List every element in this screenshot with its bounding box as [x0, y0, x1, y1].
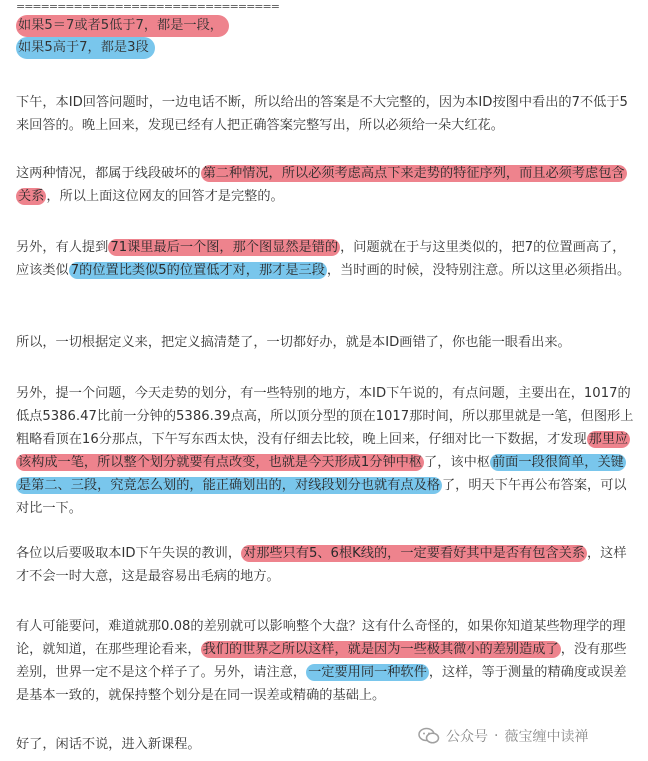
p5-text-c: 了，明天下午再公布答案，可以对比一下。: [16, 478, 627, 516]
p3-text-c: ，当时画的时候，没特别注意。所以这里必须指出。: [326, 263, 631, 278]
p3-text-b: ，问题就在于与这里类似的，把7的位置画高了，应该类似: [16, 240, 626, 278]
p3-red-highlight: 71课里最后一个图，那个图显然是错的: [110, 240, 339, 255]
p5-text-b: 了，该中枢: [424, 455, 490, 470]
separator-line: ================================: [16, 0, 279, 13]
p5-blue-highlight: 前面一段很简单，关键是第二、三段，究竟怎么划的，能正确划出的，对线段划分也就有点及格: [18, 455, 624, 493]
p6-text-b: ，这样才不会一时大意，这是最容易出毛病的地方。: [16, 546, 627, 584]
paragraph-2: [16, 162, 636, 208]
watermark-name: 薇宝缠中读禅: [504, 729, 589, 745]
wechat-icon: [418, 727, 440, 745]
watermark: [418, 724, 588, 748]
p5-text-a: 另外，提一个问题，今天走势的划分，有一些特别的地方，本ID下午说的，有点问题，主要出在，1017的低点5386.47比前一分钟的5386.39点高，所以顶分型的顶在1017那时间，所以那里就是一笔，但图形上粗略看顶在16分那点，下午写东西太快，没有仔细去比较，晚上回来，仔细对比一下数据，才发现: [16, 386, 634, 447]
p7-red-highlight: 我们的世界之所以这样，就是因为一些极其微小的差别造成了: [202, 642, 559, 657]
watermark-dot: ·: [494, 728, 499, 744]
rule-blue-highlight: 如果5高于7，都是3段: [16, 37, 155, 59]
paragraph-4: 所以，一切根据定义来，把定义搞清楚了，一切都好办，就是本ID画错了，你也能一眼看出来。: [16, 335, 571, 350]
p2-text-a: 这两种情况，都属于线段破坏的: [16, 166, 201, 181]
p7-blue-highlight: 一定要用同一种软件: [308, 665, 427, 680]
watermark-label: 公众号: [446, 729, 488, 745]
p6-red-highlight: 对那些只有5、6根K线的，一定要看好其中是否有包含关系: [243, 546, 585, 561]
paragraph-1: 下午，本ID回答问题时，一边电话不断，所以给出的答案是不大完整的，因为本ID按图中看出的7不低于5来回答的。晚上回来，发现已经有人把正确答案完整写出，所以必须给一朵大红花。: [16, 95, 628, 133]
rule-red-highlight: 如果5＝7或者5低于7，都是一段，: [16, 15, 229, 37]
paragraph-6: [16, 542, 636, 588]
p7-text-c: ，这样，等于测量的精确度或误差是基本一致的，就保持整个划分是在同一误差或精确的基础上。: [16, 665, 627, 703]
p7-text-a: 有人可能要问，难道就那0.08的差别就可以影响整个大盘？这有什么奇怪的，如果你知道某些物理学的理论，就知道，在那些理论看来，: [16, 619, 626, 657]
p7-text-b: ，没有那些差别，世界一定不是这个样子了。另外，请注意，: [16, 642, 627, 680]
paragraph-5: [16, 382, 636, 520]
p3-text-a: 另外，有人提到: [16, 240, 109, 255]
paragraph-8: 好了，闲话不说，进入新课程。: [16, 737, 201, 752]
p2-text-b: ，所以上面这位网友的回答才是完整的。: [46, 189, 284, 204]
p3-blue-highlight: 7的位置比类似5的位置低才对，那才是三段: [70, 263, 325, 278]
paragraph-7: [16, 615, 636, 707]
p5-red-highlight: 那里应该构成一笔，所以整个划分就要有点改变，也就是今天形成1分钟中枢: [18, 432, 629, 470]
p2-red-highlight: 第二种情况，所以必须考虑高点下来走势的特征序列，而且必须考虑包含关系: [18, 166, 625, 204]
p6-text-a: 各位以后要吸取本ID下午失误的教训，: [16, 546, 242, 561]
paragraph-3: [16, 236, 636, 282]
